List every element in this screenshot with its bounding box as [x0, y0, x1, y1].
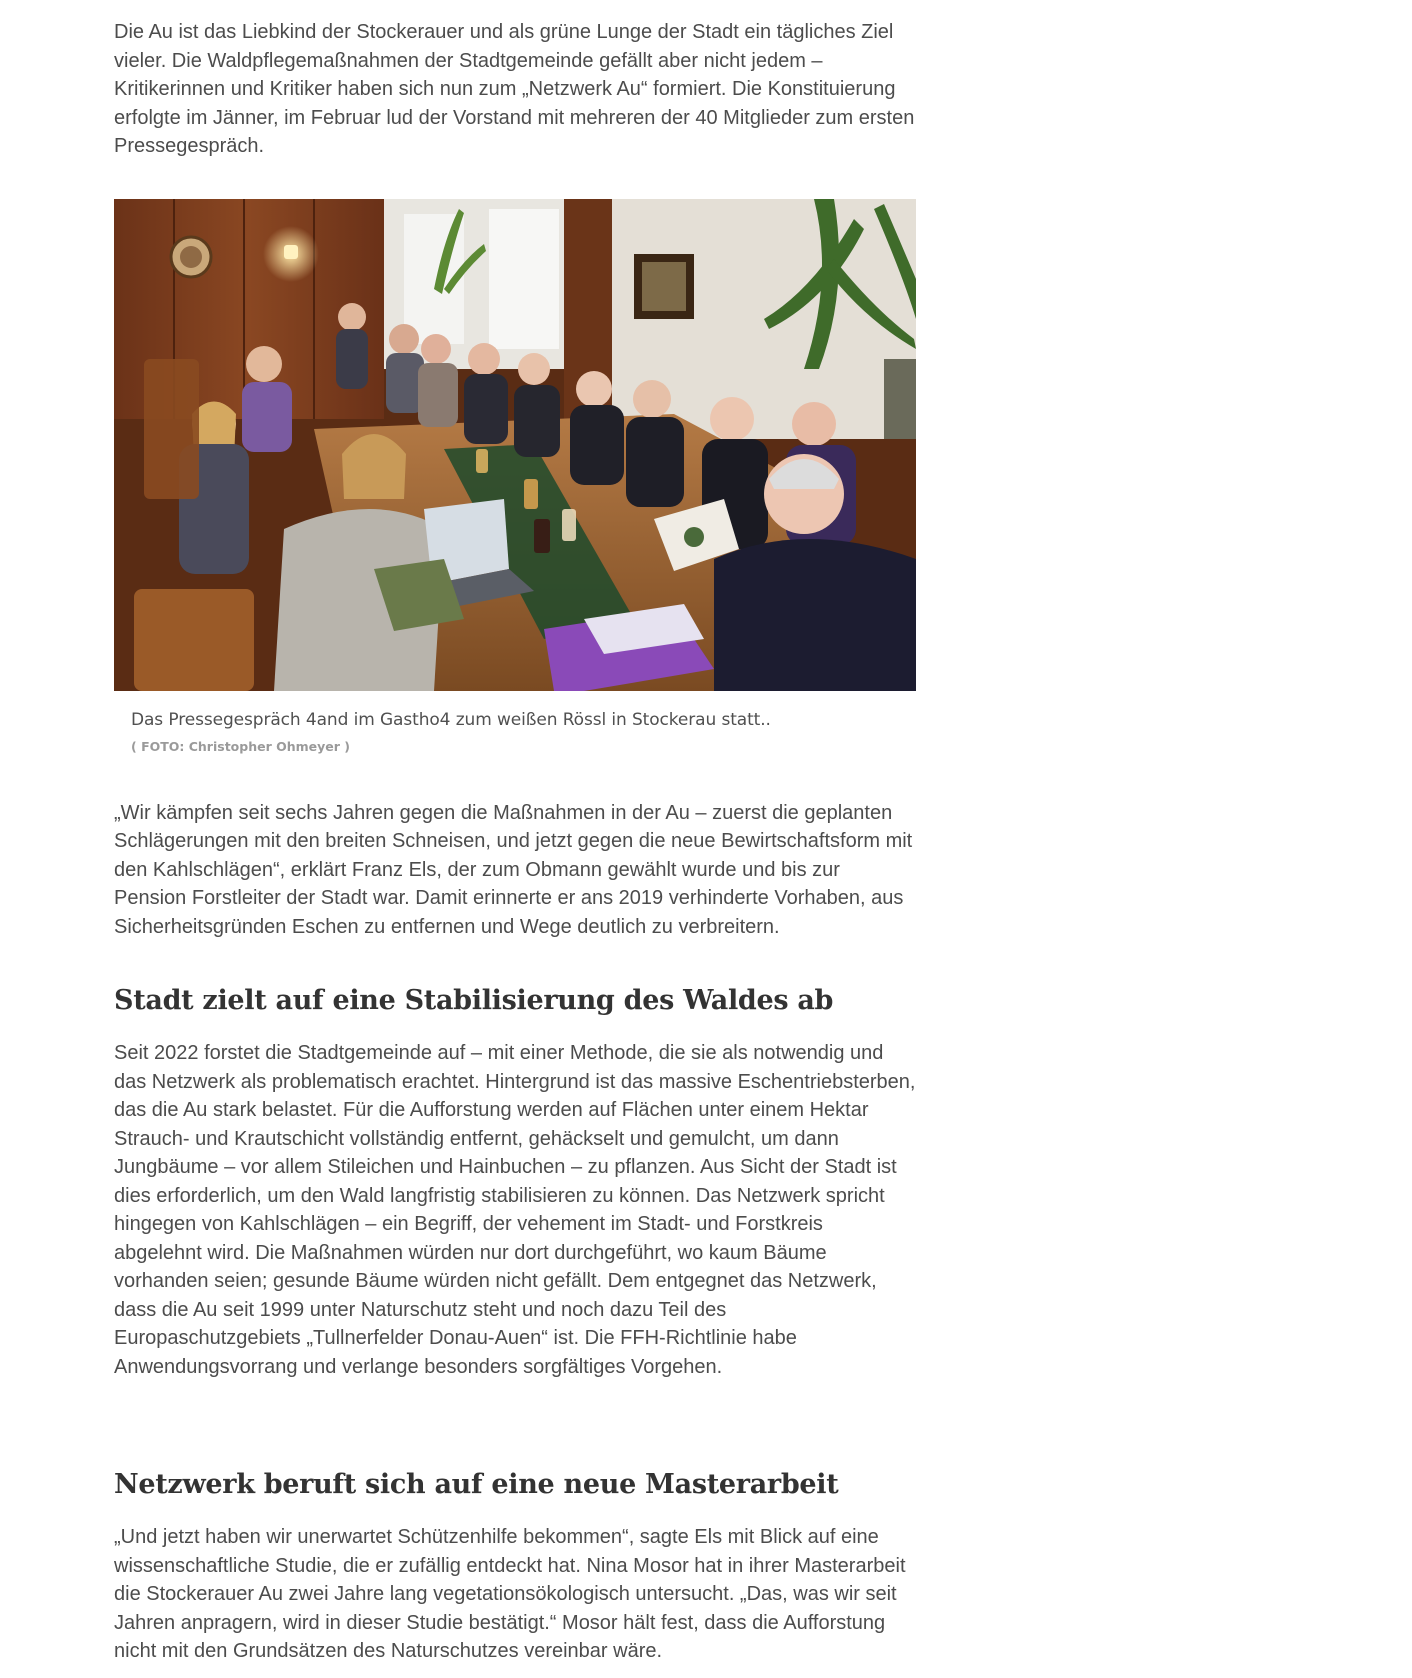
intro-paragraph: Die Au ist das Liebkind der Stockerauer und als grüne Lunge der Stadt ein tägliches Ziel vieler. Die Waldpflegemaßnahmen der Stadtgemeinde gefällt aber nicht jedem – Kritikerinnen und Kritiker haben sich nun zum „Netzwerk Au“ formiert. Die Konstituierung erfolgte im Jänner, im Februar lud der Vorstand mit mehreren der 40 Mitglieder zum ersten Pressegespräch.: [114, 21, 915, 157]
quote-paragraph: „Wir kämpfen seit sechs Jahren gegen die Maßnahmen in der Au – zuerst die geplanten Schlägerungen mit den breiten Schneisen, und jetzt gegen die neue Bewirtschaftsform mit den Kahlschlägen“, erklärt Franz Els, der zum Obmann gewählt wurde und bis zur Pension Forstleiter der Stadt war. Damit erinnerte er ans 2019 verhinderte Vorhaben, aus Sicherheitsgründen Eschen zu entfernen und Wege deutlich zu verbreitern.: [114, 801, 913, 938]
article: [114, 18, 916, 1666]
section-heading-masterarbeit: Netzwerk beruft sich auf eine neue Masterarbeit: [114, 1469, 839, 1500]
figure-caption: Das Pressegespräch 4and im Gastho4 zum weißen Rössl in Stockerau statt..: [131, 709, 771, 730]
article-figure: [114, 199, 916, 799]
section-heading-stabilisation: Stadt zielt auf eine Stabilisierung des Waldes ab: [114, 985, 834, 1016]
photo-credit: ( FOTO: Christopher Ohmeyer ): [131, 738, 350, 754]
figure-caption-block: [114, 691, 916, 799]
press-meeting-photo: [114, 199, 916, 691]
section-body-stabilisation: Seit 2022 forstet die Stadtgemeinde auf – mit einer Methode, die sie als notwendig und das Netzwerk als problematisch erachtet. Hintergrund ist das massive Eschentriebsterben, das die Au stark belastet. Für die Aufforstung werden auf Flächen unter einem Hektar Strauch- und Krautschicht vollständig entfernt, gehäckselt und gemulcht, um dann Jungbäume – vor allem Stileichen und Hainbuchen – zu pflanzen. Aus Sicht der Stadt ist dies erforderlich, um den Wald langfristig stabilisieren zu können. Das Netzwerk spricht hingegen von Kahlschlägen – ein Begriff, der vehement im Stadt- und Forstkreis abgelehnt wird. Die Maßnahmen würden nur dort durchgeführt, wo kaum Bäume vorhanden seien; gesunde Bäume würden nicht gefällt. Dem entgegnet das Netzwerk, dass die Au seit 1999 unter Naturschutz steht und noch dazu Teil des Europaschutzgebiets „Tullnerfelder Donau-Auen“ ist. Die FFH-Richtlinie habe Anwendungsvorrang und verlange besonders sorgfältiges Vorgehen.: [114, 1042, 916, 1378]
section-body-masterarbeit: „Und jetzt haben wir unerwartet Schützenhilfe bekommen“, sagte Els mit Blick auf eine wissenschaftliche Studie, die er zufällig entdeckt hat. Nina Mosor hat in ihrer Masterarbeit die Stockerauer Au zwei Jahre lang vegetationsökologisch untersucht. „Das, was wir seit Jahren anpragern, wird in dieser Studie bestätigt.“ Mosor hält fest, dass die Aufforstung nicht mit den Grundsätzen des Naturschutzes vereinbar wäre.: [114, 1526, 906, 1662]
